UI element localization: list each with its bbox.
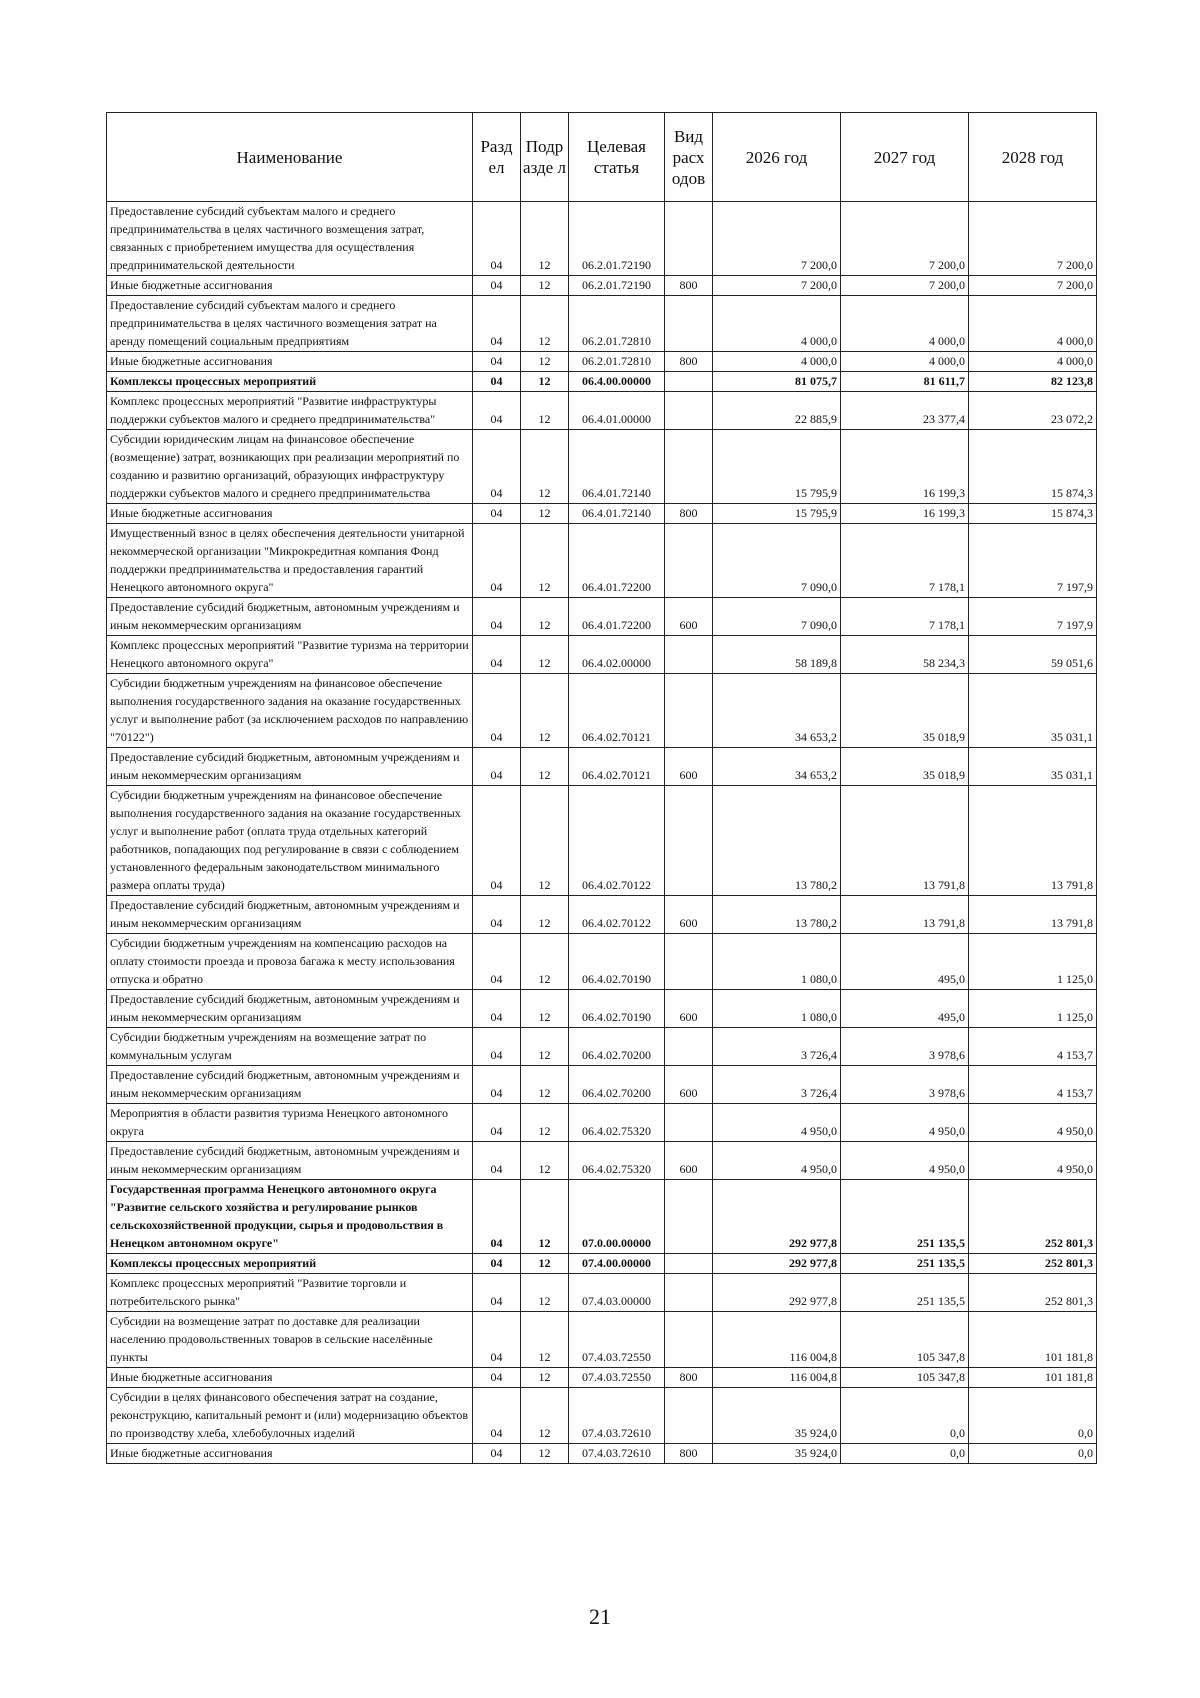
table-row <box>107 1312 1097 1368</box>
table-row <box>107 430 1097 504</box>
cell-target: 06.4.02.70190 <box>569 934 665 990</box>
cell-podrazdel: 12 <box>521 296 569 352</box>
cell-2028: 7 200,0 <box>969 276 1097 296</box>
table-row <box>107 786 1097 896</box>
cell-podrazdel: 12 <box>521 1444 569 1464</box>
cell-2026: 58 189,8 <box>713 636 841 674</box>
table-row <box>107 748 1097 786</box>
cell-2027: 4 000,0 <box>841 352 969 372</box>
cell-2027: 23 377,4 <box>841 392 969 430</box>
cell-razdel: 04 <box>473 504 521 524</box>
cell-razdel: 04 <box>473 598 521 636</box>
cell-2026: 292 977,8 <box>713 1180 841 1254</box>
cell-razdel: 04 <box>473 1274 521 1312</box>
cell-2027: 0,0 <box>841 1444 969 1464</box>
table-row <box>107 598 1097 636</box>
header-2028: 2028 год <box>969 113 1097 202</box>
table-row <box>107 504 1097 524</box>
cell-vid <box>665 636 713 674</box>
cell-podrazdel: 12 <box>521 896 569 934</box>
cell-2028: 252 801,3 <box>969 1180 1097 1254</box>
cell-podrazdel: 12 <box>521 524 569 598</box>
cell-target: 07.4.00.00000 <box>569 1254 665 1274</box>
cell-podrazdel: 12 <box>521 504 569 524</box>
cell-target: 06.4.02.70200 <box>569 1028 665 1066</box>
cell-podrazdel: 12 <box>521 748 569 786</box>
cell-2028: 15 874,3 <box>969 504 1097 524</box>
table-body <box>107 202 1097 1464</box>
cell-2026: 1 080,0 <box>713 934 841 990</box>
cell-razdel: 04 <box>473 372 521 392</box>
cell-2027: 251 135,5 <box>841 1180 969 1254</box>
cell-podrazdel: 12 <box>521 392 569 430</box>
cell-razdel: 04 <box>473 990 521 1028</box>
cell-target: 06.4.01.72200 <box>569 598 665 636</box>
cell-target: 06.2.01.72190 <box>569 202 665 276</box>
cell-name: Комплекс процессных мероприятий "Развитие туризма на территории Ненецкого автономного округа" <box>107 636 473 674</box>
cell-2026: 116 004,8 <box>713 1368 841 1388</box>
table-row <box>107 1274 1097 1312</box>
cell-vid <box>665 372 713 392</box>
cell-2026: 3 726,4 <box>713 1028 841 1066</box>
cell-target: 06.4.01.72140 <box>569 430 665 504</box>
cell-2027: 3 978,6 <box>841 1066 969 1104</box>
cell-2028: 252 801,3 <box>969 1254 1097 1274</box>
cell-2027: 105 347,8 <box>841 1312 969 1368</box>
cell-name: Иные бюджетные ассигнования <box>107 1368 473 1388</box>
header-2027: 2027 год <box>841 113 969 202</box>
cell-vid: 800 <box>665 276 713 296</box>
cell-name: Субсидии в целях финансового обеспечения затрат на создание, реконструкцию, капитальный ремонт и (или) модернизацию объектов по производству хлеба, хлебобулочных изделий <box>107 1388 473 1444</box>
cell-razdel: 04 <box>473 296 521 352</box>
cell-podrazdel: 12 <box>521 1142 569 1180</box>
budget-table <box>106 112 1097 1464</box>
cell-razdel: 04 <box>473 1142 521 1180</box>
cell-vid: 800 <box>665 504 713 524</box>
cell-vid: 800 <box>665 352 713 372</box>
table-row <box>107 1066 1097 1104</box>
cell-razdel: 04 <box>473 524 521 598</box>
cell-2026: 4 000,0 <box>713 296 841 352</box>
cell-vid <box>665 1388 713 1444</box>
cell-2028: 35 031,1 <box>969 674 1097 748</box>
cell-2027: 4 000,0 <box>841 296 969 352</box>
cell-target: 06.4.02.75320 <box>569 1142 665 1180</box>
cell-2026: 4 000,0 <box>713 352 841 372</box>
cell-podrazdel: 12 <box>521 430 569 504</box>
cell-vid: 800 <box>665 1368 713 1388</box>
cell-2028: 1 125,0 <box>969 934 1097 990</box>
cell-2026: 22 885,9 <box>713 392 841 430</box>
cell-2027: 4 950,0 <box>841 1142 969 1180</box>
cell-target: 06.4.01.00000 <box>569 392 665 430</box>
cell-2027: 7 178,1 <box>841 598 969 636</box>
header-razdel: Разд ел <box>473 113 521 202</box>
cell-name: Субсидии бюджетным учреждениям на возмещение затрат по коммунальным услугам <box>107 1028 473 1066</box>
cell-name: Имущественный взнос в целях обеспечения деятельности унитарной некоммерческой организации "Микрокредитная компания Фонд поддержки предпринимательства и предоставления гарантий Ненецкого автономного округа" <box>107 524 473 598</box>
cell-razdel: 04 <box>473 748 521 786</box>
table-row <box>107 296 1097 352</box>
cell-2026: 15 795,9 <box>713 504 841 524</box>
cell-vid <box>665 1104 713 1142</box>
cell-vid: 600 <box>665 990 713 1028</box>
cell-razdel: 04 <box>473 276 521 296</box>
cell-2027: 58 234,3 <box>841 636 969 674</box>
cell-2026: 81 075,7 <box>713 372 841 392</box>
cell-2026: 7 090,0 <box>713 524 841 598</box>
cell-name: Предоставление субсидий субъектам малого и среднего предпринимательства в целях частичного возмещения затрат на аренду помещений социальным предприятиям <box>107 296 473 352</box>
cell-2026: 4 950,0 <box>713 1142 841 1180</box>
cell-vid <box>665 1312 713 1368</box>
cell-podrazdel: 12 <box>521 276 569 296</box>
cell-podrazdel: 12 <box>521 1254 569 1274</box>
cell-2026: 292 977,8 <box>713 1254 841 1274</box>
cell-razdel: 04 <box>473 674 521 748</box>
cell-2027: 7 200,0 <box>841 276 969 296</box>
cell-target: 06.4.02.00000 <box>569 636 665 674</box>
table-row <box>107 1254 1097 1274</box>
cell-2026: 1 080,0 <box>713 990 841 1028</box>
cell-podrazdel: 12 <box>521 1028 569 1066</box>
cell-razdel: 04 <box>473 202 521 276</box>
header-target: Целевая статья <box>569 113 665 202</box>
cell-podrazdel: 12 <box>521 674 569 748</box>
cell-name: Субсидии бюджетным учреждениям на финансовое обеспечение выполнения государственного задания на оказание государственных услуг и выполнение работ (оплата труда отдельных категорий работников, попадающих под регулирование в связи с соблюдением установленного федеральным законодательством минимального размера оплаты труда) <box>107 786 473 896</box>
cell-name: Комплексы процессных мероприятий <box>107 1254 473 1274</box>
table-row <box>107 636 1097 674</box>
cell-2028: 13 791,8 <box>969 786 1097 896</box>
cell-2027: 251 135,5 <box>841 1274 969 1312</box>
cell-target: 06.4.02.75320 <box>569 1104 665 1142</box>
cell-vid: 600 <box>665 598 713 636</box>
cell-2027: 3 978,6 <box>841 1028 969 1066</box>
table-row <box>107 352 1097 372</box>
table-row <box>107 276 1097 296</box>
cell-razdel: 04 <box>473 430 521 504</box>
cell-podrazdel: 12 <box>521 598 569 636</box>
cell-name: Иные бюджетные ассигнования <box>107 1444 473 1464</box>
cell-2026: 35 924,0 <box>713 1444 841 1464</box>
cell-2026: 4 950,0 <box>713 1104 841 1142</box>
cell-2026: 116 004,8 <box>713 1312 841 1368</box>
cell-podrazdel: 12 <box>521 1104 569 1142</box>
table-row <box>107 1028 1097 1066</box>
cell-razdel: 04 <box>473 1104 521 1142</box>
cell-name: Комплекс процессных мероприятий "Развитие инфраструктуры поддержки субъектов малого и среднего предпринимательства" <box>107 392 473 430</box>
cell-podrazdel: 12 <box>521 934 569 990</box>
cell-podrazdel: 12 <box>521 636 569 674</box>
cell-razdel: 04 <box>473 352 521 372</box>
cell-razdel: 04 <box>473 1388 521 1444</box>
cell-vid <box>665 524 713 598</box>
cell-name: Иные бюджетные ассигнования <box>107 352 473 372</box>
cell-target: 07.0.00.00000 <box>569 1180 665 1254</box>
cell-target: 06.2.01.72810 <box>569 296 665 352</box>
cell-2028: 101 181,8 <box>969 1312 1097 1368</box>
cell-name: Субсидии на возмещение затрат по доставке для реализации населению продовольственных товаров в сельские населённые пункты <box>107 1312 473 1368</box>
cell-2028: 23 072,2 <box>969 392 1097 430</box>
cell-2028: 101 181,8 <box>969 1368 1097 1388</box>
cell-2026: 13 780,2 <box>713 786 841 896</box>
cell-razdel: 04 <box>473 1312 521 1368</box>
cell-vid <box>665 786 713 896</box>
header-2026: 2026 год <box>713 113 841 202</box>
cell-2026: 15 795,9 <box>713 430 841 504</box>
cell-name: Иные бюджетные ассигнования <box>107 276 473 296</box>
cell-2027: 495,0 <box>841 934 969 990</box>
cell-name: Мероприятия в области развития туризма Ненецкого автономного округа <box>107 1104 473 1142</box>
header-vid: Вид расх одов <box>665 113 713 202</box>
cell-2028: 4 950,0 <box>969 1142 1097 1180</box>
cell-razdel: 04 <box>473 896 521 934</box>
cell-podrazdel: 12 <box>521 1180 569 1254</box>
table-row <box>107 896 1097 934</box>
cell-2026: 35 924,0 <box>713 1388 841 1444</box>
cell-podrazdel: 12 <box>521 352 569 372</box>
cell-name: Субсидии бюджетным учреждениям на компенсацию расходов на оплату стоимости проезда и провоза багажа к месту использования отпуска и обратно <box>107 934 473 990</box>
cell-name: Предоставление субсидий бюджетным, автономным учреждениям и иным некоммерческим организациям <box>107 990 473 1028</box>
cell-2028: 7 197,9 <box>969 598 1097 636</box>
cell-name: Государственная программа Ненецкого автономного округа "Развитие сельского хозяйства и регулирование рынков сельскохозяйственной продукции, сырья и продовольствия в Ненецком автономном округе" <box>107 1180 473 1254</box>
cell-2027: 251 135,5 <box>841 1254 969 1274</box>
cell-name: Предоставление субсидий бюджетным, автономным учреждениям и иным некоммерческим организациям <box>107 1142 473 1180</box>
cell-target: 06.4.02.70121 <box>569 748 665 786</box>
cell-2028: 35 031,1 <box>969 748 1097 786</box>
cell-2028: 4 000,0 <box>969 296 1097 352</box>
table-row <box>107 1180 1097 1254</box>
table-row <box>107 990 1097 1028</box>
cell-2027: 7 178,1 <box>841 524 969 598</box>
cell-name: Комплексы процессных мероприятий <box>107 372 473 392</box>
cell-2028: 13 791,8 <box>969 896 1097 934</box>
cell-vid <box>665 674 713 748</box>
table-row <box>107 934 1097 990</box>
cell-name: Предоставление субсидий субъектам малого и среднего предпринимательства в целях частичного возмещения затрат, связанных с приобретением имущества для осуществления предпринимательской деятельности <box>107 202 473 276</box>
cell-podrazdel: 12 <box>521 786 569 896</box>
cell-2026: 7 090,0 <box>713 598 841 636</box>
cell-2027: 7 200,0 <box>841 202 969 276</box>
cell-vid <box>665 296 713 352</box>
cell-podrazdel: 12 <box>521 1388 569 1444</box>
cell-name: Предоставление субсидий бюджетным, автономным учреждениям и иным некоммерческим организациям <box>107 748 473 786</box>
cell-name: Субсидии бюджетным учреждениям на финансовое обеспечение выполнения государственного задания на оказание государственных услуг и выполнение работ (за исключением расходов по направлению "70122") <box>107 674 473 748</box>
cell-podrazdel: 12 <box>521 372 569 392</box>
cell-2027: 13 791,8 <box>841 896 969 934</box>
cell-razdel: 04 <box>473 1444 521 1464</box>
cell-2026: 34 653,2 <box>713 748 841 786</box>
cell-target: 07.4.03.72610 <box>569 1388 665 1444</box>
cell-vid <box>665 1254 713 1274</box>
cell-target: 06.4.02.70121 <box>569 674 665 748</box>
table-row <box>107 674 1097 748</box>
cell-podrazdel: 12 <box>521 1274 569 1312</box>
cell-2027: 4 950,0 <box>841 1104 969 1142</box>
cell-2028: 59 051,6 <box>969 636 1097 674</box>
cell-2028: 4 153,7 <box>969 1066 1097 1104</box>
table-row <box>107 1388 1097 1444</box>
cell-podrazdel: 12 <box>521 1312 569 1368</box>
cell-name: Предоставление субсидий бюджетным, автономным учреждениям и иным некоммерческим организациям <box>107 1066 473 1104</box>
cell-2027: 16 199,3 <box>841 430 969 504</box>
table-row <box>107 1142 1097 1180</box>
cell-vid <box>665 430 713 504</box>
cell-razdel: 04 <box>473 1368 521 1388</box>
page-number: 21 <box>589 1604 611 1629</box>
cell-vid <box>665 1028 713 1066</box>
table-row <box>107 1444 1097 1464</box>
cell-target: 06.4.00.00000 <box>569 372 665 392</box>
cell-podrazdel: 12 <box>521 1368 569 1388</box>
cell-2026: 13 780,2 <box>713 896 841 934</box>
header-podrazdel: Подр азде л <box>521 113 569 202</box>
cell-target: 06.4.01.72140 <box>569 504 665 524</box>
cell-2028: 7 197,9 <box>969 524 1097 598</box>
cell-vid <box>665 392 713 430</box>
cell-vid: 600 <box>665 748 713 786</box>
cell-2027: 105 347,8 <box>841 1368 969 1388</box>
cell-target: 07.4.03.00000 <box>569 1274 665 1312</box>
cell-2026: 3 726,4 <box>713 1066 841 1104</box>
cell-target: 06.2.01.72810 <box>569 352 665 372</box>
table-row <box>107 1368 1097 1388</box>
cell-2027: 495,0 <box>841 990 969 1028</box>
cell-target: 07.4.03.72610 <box>569 1444 665 1464</box>
cell-target: 06.4.01.72200 <box>569 524 665 598</box>
cell-vid <box>665 1180 713 1254</box>
cell-podrazdel: 12 <box>521 990 569 1028</box>
cell-2026: 7 200,0 <box>713 276 841 296</box>
cell-target: 06.4.02.70190 <box>569 990 665 1028</box>
cell-2027: 13 791,8 <box>841 786 969 896</box>
cell-2028: 15 874,3 <box>969 430 1097 504</box>
cell-podrazdel: 12 <box>521 202 569 276</box>
cell-2028: 0,0 <box>969 1444 1097 1464</box>
cell-2027: 35 018,9 <box>841 748 969 786</box>
table-row <box>107 392 1097 430</box>
cell-name: Комплекс процессных мероприятий "Развитие торговли и потребительского рынка" <box>107 1274 473 1312</box>
cell-vid <box>665 1274 713 1312</box>
cell-2028: 4 950,0 <box>969 1104 1097 1142</box>
cell-name: Предоставление субсидий бюджетным, автономным учреждениям и иным некоммерческим организациям <box>107 896 473 934</box>
cell-target: 07.4.03.72550 <box>569 1312 665 1368</box>
cell-2028: 4 000,0 <box>969 352 1097 372</box>
table-row <box>107 202 1097 276</box>
header-name: Наименование <box>107 113 473 202</box>
cell-2028: 252 801,3 <box>969 1274 1097 1312</box>
cell-razdel: 04 <box>473 1180 521 1254</box>
cell-razdel: 04 <box>473 636 521 674</box>
cell-2026: 7 200,0 <box>713 202 841 276</box>
cell-vid: 600 <box>665 1066 713 1104</box>
cell-razdel: 04 <box>473 934 521 990</box>
cell-target: 07.4.03.72550 <box>569 1368 665 1388</box>
cell-2026: 34 653,2 <box>713 674 841 748</box>
cell-vid <box>665 202 713 276</box>
cell-2026: 292 977,8 <box>713 1274 841 1312</box>
cell-vid: 600 <box>665 1142 713 1180</box>
cell-2028: 7 200,0 <box>969 202 1097 276</box>
cell-2028: 4 153,7 <box>969 1028 1097 1066</box>
cell-target: 06.4.02.70200 <box>569 1066 665 1104</box>
cell-podrazdel: 12 <box>521 1066 569 1104</box>
cell-2028: 0,0 <box>969 1388 1097 1444</box>
cell-2027: 35 018,9 <box>841 674 969 748</box>
cell-razdel: 04 <box>473 786 521 896</box>
cell-razdel: 04 <box>473 392 521 430</box>
cell-name: Иные бюджетные ассигнования <box>107 504 473 524</box>
cell-target: 06.4.02.70122 <box>569 786 665 896</box>
cell-razdel: 04 <box>473 1066 521 1104</box>
cell-name: Субсидии юридическим лицам на финансовое обеспечение (возмещение) затрат, возникающих при реализации мероприятий по созданию и развитию организаций, образующих инфраструктуру поддержки субъектов малого и среднего предпринимательства <box>107 430 473 504</box>
cell-2028: 1 125,0 <box>969 990 1097 1028</box>
cell-2027: 81 611,7 <box>841 372 969 392</box>
cell-vid <box>665 934 713 990</box>
cell-razdel: 04 <box>473 1254 521 1274</box>
cell-vid: 600 <box>665 896 713 934</box>
cell-razdel: 04 <box>473 1028 521 1066</box>
cell-name: Предоставление субсидий бюджетным, автономным учреждениям и иным некоммерческим организациям <box>107 598 473 636</box>
cell-vid: 800 <box>665 1444 713 1464</box>
cell-target: 06.4.02.70122 <box>569 896 665 934</box>
cell-2027: 16 199,3 <box>841 504 969 524</box>
cell-2027: 0,0 <box>841 1388 969 1444</box>
table-row <box>107 1104 1097 1142</box>
table-row <box>107 524 1097 598</box>
cell-2028: 82 123,8 <box>969 372 1097 392</box>
cell-target: 06.2.01.72190 <box>569 276 665 296</box>
table-header-row <box>107 113 1097 202</box>
table-row <box>107 372 1097 392</box>
